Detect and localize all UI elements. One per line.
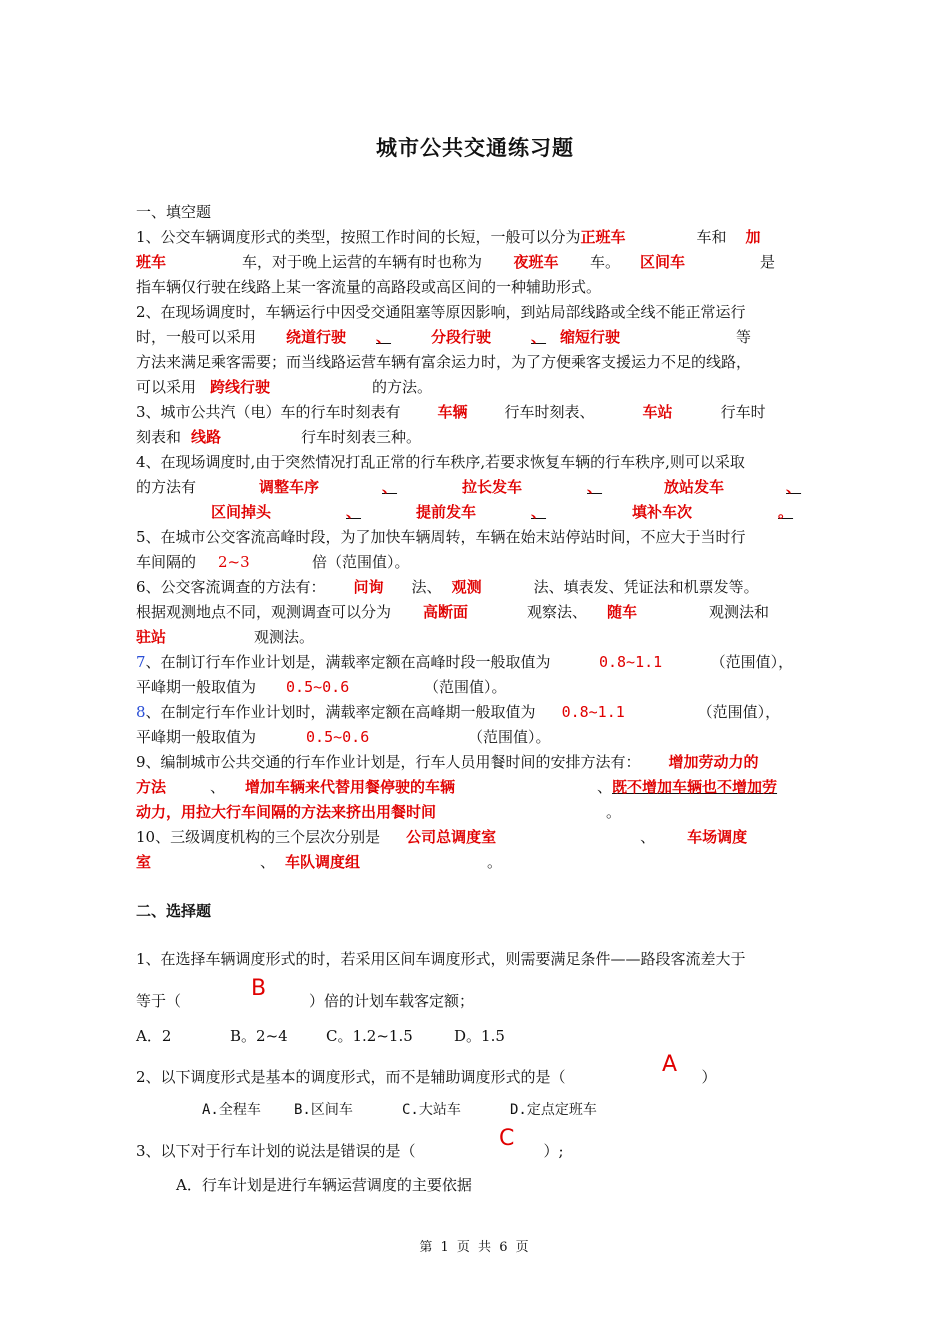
answer-blank: 观测 — [451, 578, 482, 596]
q8-line2: 平峰期一般取值为 0.5~0.6 （范围值）。 — [136, 725, 820, 750]
page-footer: 第 1 页 共 6 页 — [419, 1240, 531, 1255]
mc-q3-option-a: A．行车计划是进行车辆运营调度的主要依据 — [176, 1176, 472, 1194]
q2-line2: 时，一般可以采用 绕道行驶 、 分段行驶 、 缩短行驶 等 — [136, 325, 820, 350]
section-heading-fill-blank: 一、填空题 — [136, 203, 212, 221]
q5-line1: 5、在城市公交客流高峰时段，为了加快车辆周转，车辆在始末站停站时间，不应大于当时行 — [136, 528, 746, 546]
answer-blank: 提前发车 — [416, 503, 477, 521]
answer-blank: 动力，用拉大行车间隔的方法来挤出用餐时间 — [136, 803, 437, 821]
answer-blank: 车场调度 — [687, 828, 748, 846]
mc-q1-line1: 1、在选择车辆调度形式的时，若采用区间车调度形式，则需要满足条件——路段客流差大于 — [136, 950, 746, 968]
q2-line1: 2、在现场调度时，车辆运行中因受交通阻塞等原因影响，到站局部线路或全线不能正常运行 — [136, 303, 746, 321]
answer-blank: 缩短行驶 — [560, 328, 621, 346]
answer-blank: 既不增加车辆也不增加劳 — [612, 778, 778, 796]
option-d: D。1.5 — [454, 1027, 505, 1045]
mc-q2-line1: 2、以下调度形式是基本的调度形式，而不是辅助调度形式的是（ ） — [136, 1068, 717, 1086]
option-c: C。1.2~1.5 — [326, 1027, 413, 1045]
q2-line4: 可以采用 跨线行驶 的方法。 — [136, 375, 820, 400]
answer-blank: 跨线行驶 — [210, 378, 271, 396]
mc-q2-options — [202, 1099, 886, 1119]
answer-blank: 绕道行驶 — [286, 328, 347, 346]
answer-blank: 2~3 — [218, 553, 250, 571]
answer-blank: 车站 — [642, 403, 673, 421]
mc-q1-answer: B — [251, 976, 267, 1001]
option-d: D.定点定班车 — [510, 1102, 597, 1118]
answer-blank: 0.8~1.1 — [598, 653, 663, 671]
mc-q1-line2: 等于（ ）倍的计划车载客定额； — [136, 992, 475, 1010]
q3-line1: 3、城市公共汽（电）车的行车时刻表有 车辆 行车时刻表、 车站 行车时 — [136, 400, 820, 425]
q3-line2: 刻表和 线路 行车时刻表三种。 — [136, 425, 820, 450]
q5-line2: 车间隔的 2~3 倍（范围值）。 — [136, 550, 820, 575]
option-b: B.区间车 — [294, 1102, 353, 1118]
answer-blank: 放站发车 — [664, 478, 725, 496]
q4-line2: 的方法有 调整车序 、 拉长发车 、 放站发车 、 — [136, 475, 820, 500]
q1-line1: 1、公交车辆调度形式的类型，按照工作时间的长短，一般可以分为正班车 车和 加 — [136, 225, 820, 250]
answer-blank: 公司总调度室 — [406, 828, 497, 846]
answer-blank: 高断面 — [423, 603, 469, 621]
answer-blank: 分段行驶 — [431, 328, 492, 346]
q9-line1: 9、编制城市公共交通的行车作业计划是，行车人员用餐时间的安排方法有： 增加劳动力的 — [136, 750, 820, 775]
answer-blank: 0.8~1.1 — [561, 703, 625, 721]
answer-blank: 驻站 — [136, 628, 167, 646]
answer-blank: 调整车序 — [259, 478, 320, 496]
q7-line1: 7、在制订行车作业计划是，满载率定额在高峰时段一般取值为 0.8~1.1 （范围值）， — [136, 650, 820, 675]
answer-blank: 班车 — [136, 253, 167, 271]
answer-blank: 夜班车 — [513, 253, 559, 271]
q6-line2: 根据观测地点不同，观测调查可以分为 高断面 观察法、 随车 观测法和 — [136, 600, 820, 625]
answer-blank: 随车 — [607, 603, 638, 621]
answer-blank: 车队调度组 — [285, 853, 361, 871]
q10-line1: 10、三级调度机构的三个层次分别是 公司总调度室 、 车场调度 — [136, 825, 820, 850]
q7-line2: 平峰期一般取值为 0.5~0.6 （范围值）。 — [136, 675, 820, 700]
q9-line2: 方法 、 增加车辆来代替用餐停驶的车辆 、既不增加车辆也不增加劳 — [136, 775, 820, 800]
answer-blank: 增加车辆来代替用餐停驶的车辆 — [245, 778, 456, 796]
option-a: A．2 — [136, 1027, 172, 1045]
q1-line3: 指车辆仅行驶在线路上某一客流量的高路段或高区间的一种辅助形式。 — [136, 278, 602, 296]
answer-blank: 方法 — [136, 778, 167, 796]
answer-blank: 室 — [136, 853, 152, 871]
answer-blank: 增加劳动力的 — [668, 753, 759, 771]
mc-q1-options — [136, 1025, 820, 1046]
answer-blank: 区间车 — [640, 253, 686, 271]
q6-line3: 驻站 观测法。 — [136, 625, 820, 650]
answer-blank: 0.5~0.6 — [306, 728, 370, 746]
answer-blank: 填补车次 — [632, 503, 693, 521]
answer-blank: 加 — [745, 228, 761, 246]
q9-line3: 动力，用拉大行车间隔的方法来挤出用餐时间 。 — [136, 800, 820, 825]
mc-q2-answer: A — [662, 1052, 678, 1077]
answer-blank: 0.5~0.6 — [286, 678, 350, 696]
page-title: 城市公共交通练习题 — [376, 136, 574, 160]
q1-line2: 班车 车，对于晚上运营的车辆有时也称为 夜班车 车。 区间车 是 — [136, 250, 820, 275]
mc-q3-answer: C — [499, 1126, 515, 1151]
answer-blank: 车辆 — [437, 403, 468, 421]
q8-line1: 8、在制定行车作业计划时，满载率定额在高峰期一般取值为 0.8~1.1 （范围值）， — [136, 700, 820, 725]
answer-blank: 区间掉头 — [210, 503, 271, 521]
answer-blank: 拉长发车 — [462, 478, 523, 496]
answer-blank: 问询 — [353, 578, 384, 596]
option-b: B。2~4 — [230, 1027, 288, 1045]
section-heading-multiple-choice: 二、选择题 — [136, 902, 212, 920]
fill-blank-questions — [136, 225, 820, 875]
answer-blank: 线路 — [191, 428, 222, 446]
q4-line1: 4、在现场调度时,由于突然情况打乱正常的行车秩序,若要求恢复车辆的行车秩序,则可以采取 — [136, 453, 745, 471]
q10-line2: 室 、 车队调度组 。 — [136, 850, 820, 875]
answer-blank: 正班车 — [580, 228, 626, 246]
option-a: A.全程车 — [202, 1102, 261, 1118]
q4-line3: 区间掉头 、 提前发车 、 填补车次 。 — [136, 500, 820, 525]
option-c: C.大站车 — [402, 1102, 461, 1118]
mc-q3-line1: 3、以下对于行车计划的说法是错误的是（ ）; — [136, 1142, 564, 1160]
q2-line3: 方法来满足乘客需要；而当线路运营车辆有富余运力时，为了方便乘客支援运力不足的线路， — [136, 353, 752, 371]
q6-line1: 6、公交客流调查的方法有： 问询 法、 观测 法、填表发、凭证法和机票发等。 — [136, 575, 820, 600]
